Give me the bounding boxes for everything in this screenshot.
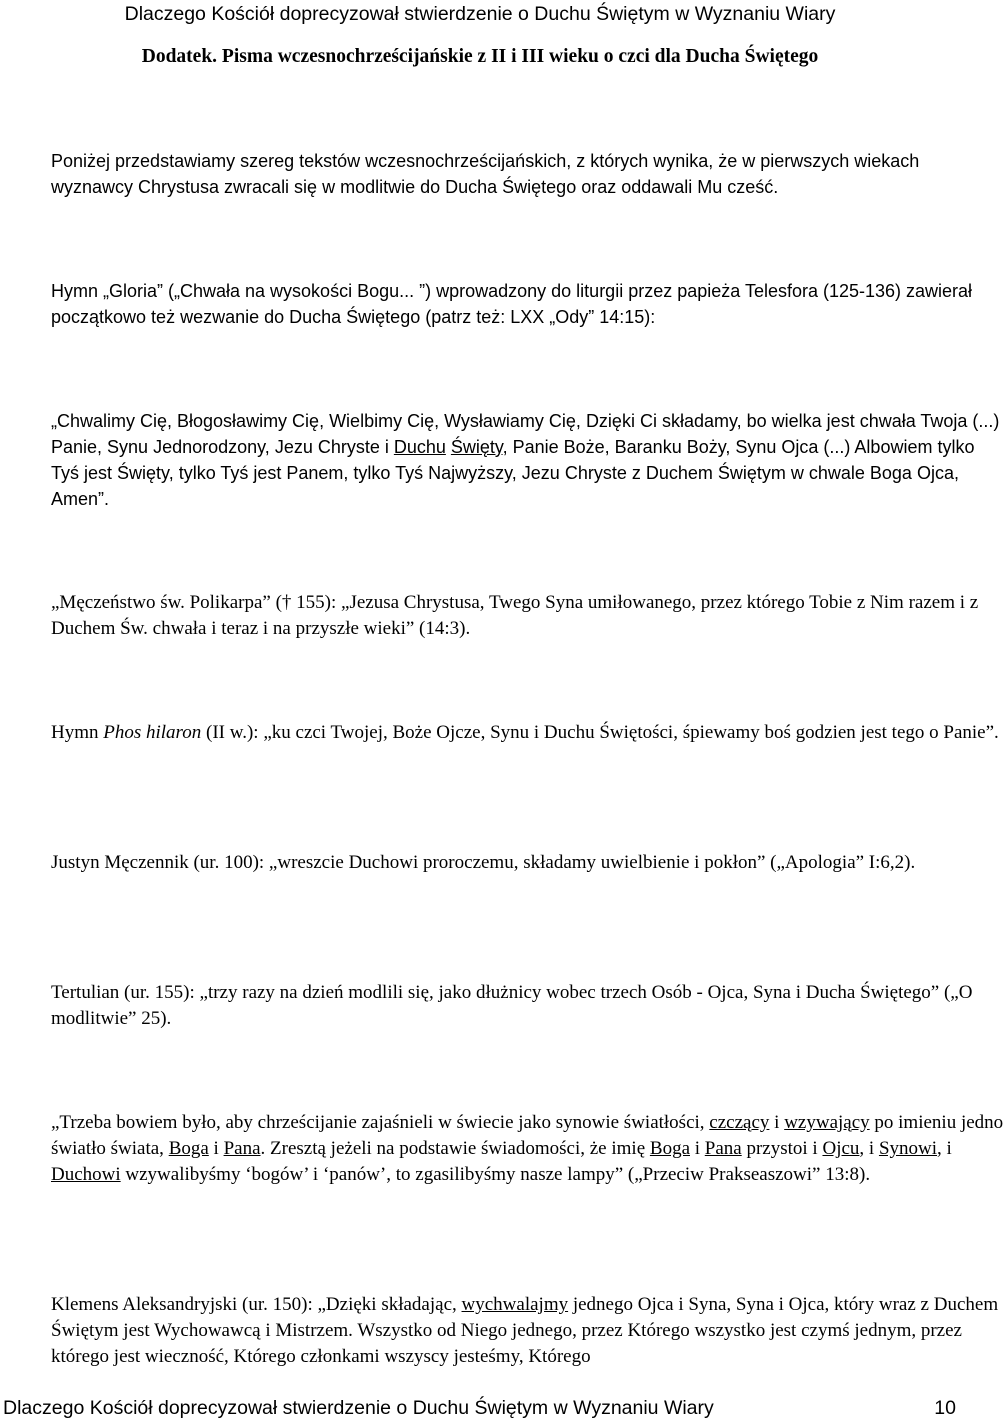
gloria-text-part2: , Panie Boże, Baranku Boży, Synu Ojca (...) Albowiem tylko Tyś jest Święty, tylko Tyś jest Panem, tylko Tyś Najwyższy, Jezu Chryste z Duchem Świętym w chwale Boga Ojca, Amen”. <box>51 437 975 509</box>
underlined-word: czczący <box>709 1112 770 1133</box>
intro-paragraph: Poniżej przedstawiamy szereg tekstów wczesnochrześcijańskich, z których wynika, że w pierwszych wiekach wyznawcy Chrystusa zwracali się w modlitwie do Ducha Świętego oraz oddawali Mu cześć. <box>51 151 920 197</box>
underlined-word: Święty <box>450 437 503 457</box>
underlined-word: Boga <box>168 1138 209 1159</box>
running-header: Dlaczego Kościół doprecyzował stwierdzenie o Duchu Świętym w Wyznaniu Wiary <box>124 3 836 25</box>
underlined-word: wzywający <box>784 1112 870 1133</box>
gloria-text-part1: „Chwalimy Cię, Błogosławimy Cię, Wielbimy Cię, Wysławiamy Cię, Dzięki Ci składamy, bo wielka jest chwała Twoja (...) Panie, Synu Jednorodzony, Jezu Chryste i <box>51 411 1000 457</box>
phos-hilaron-paragraph <box>3 720 1005 746</box>
phos-post: (II w.): „ku czci Twojej, Boże Ojcze, Synu i Duchu Świętości, śpiewamy boś godzien jest tego o Panie”. <box>201 722 999 743</box>
text-run: , i <box>859 1138 879 1159</box>
text-run: i <box>208 1138 224 1159</box>
justin-paragraph: Justyn Męczennik (ur. 100): „wreszcie Duchowi proroczemu, składamy uwielbienie i pokłon” („Apologia” I:6,2). <box>51 852 916 873</box>
text-run: wzywalibyśmy ‘bogów’ i ‘panów’, to zgasilibyśmy nasze lampy” („Przeciw Prakseaszowi” 13:8). <box>120 1164 871 1185</box>
text-run: jednego Ojca i Syna, Syna i Ojca, który wraz z Duchem Świętym jest Wychowawcą i Mistrzem. Wszystko od Niego jednego, przez Którego wszystko jest czymś jednym, przez którego jest wieczność, Którego członkami wszyscy jesteśmy, Którego <box>51 1294 999 1367</box>
appendix-title: Dodatek. Pisma wczesnochrześcijańskie z II i III wieku o czci dla Ducha Świętego <box>141 46 819 67</box>
text-run: . Zresztą jeżeli na podstawie świadomości, że imię <box>260 1138 650 1159</box>
text-run: przystoi i <box>741 1138 823 1159</box>
phos-pre: Hymn <box>51 722 104 743</box>
polycarp-paragraph: „Męczeństwo św. Polikarpa” († 155): „Jezusa Chrystusa, Twego Syna umiłowanego, przez którego Tobie z Nim razem i z Duchem Św. chwała i teraz i na przyszłe wieki” (14:3). <box>51 592 979 639</box>
underlined-word: Duchu <box>393 437 446 457</box>
phos-title: Phos hilaron <box>103 722 202 743</box>
underlined-word: Pana <box>704 1138 742 1159</box>
text-run: Klemens Aleksandryjski (ur. 150): „Dzięki składając, <box>51 1294 462 1315</box>
text-run: i <box>769 1112 785 1133</box>
underlined-word: Ojcu <box>822 1138 860 1159</box>
text-run: , i <box>937 1138 952 1159</box>
underlined-word: Duchowi <box>51 1164 121 1185</box>
page-number: 10 <box>934 1397 956 1419</box>
text-run: i <box>690 1138 705 1159</box>
text-run: po imieniu jedno światło świata, <box>51 1112 1004 1159</box>
praxeas-paragraph <box>3 1110 1005 1188</box>
footer-title: Dlaczego Kościół doprecyzował stwierdzenie o Duchu Świętym w Wyznaniu Wiary <box>3 1397 714 1419</box>
page-footer <box>0 1396 960 1420</box>
clement-paragraph <box>3 1292 1005 1370</box>
underlined-word: Synowi <box>878 1138 938 1159</box>
underlined-word: Boga <box>649 1138 690 1159</box>
tertullian-paragraph: Tertulian (ur. 155): „trzy razy na dzień modlili się, jako dłużnicy wobec trzech Osób - Ojca, Syna i Ducha Świętego” („O modlitwie” 25). <box>51 982 973 1029</box>
underlined-word: wychwalajmy <box>461 1294 569 1315</box>
text-run: „Trzeba bowiem było, aby chrześcijanie zajaśnieli w świecie jako synowie światłości, <box>51 1112 710 1133</box>
gloria-intro-paragraph: Hymn „Gloria” („Chwała na wysokości Bogu... ”) wprowadzony do liturgii przez papieża Telesfora (125-136) zawierał początkowo też wezwanie do Ducha Świętego (patrz też: LXX „Ody” 14:15): <box>51 281 973 327</box>
gloria-quote-paragraph <box>3 408 1005 512</box>
underlined-word: Pana <box>223 1138 261 1159</box>
